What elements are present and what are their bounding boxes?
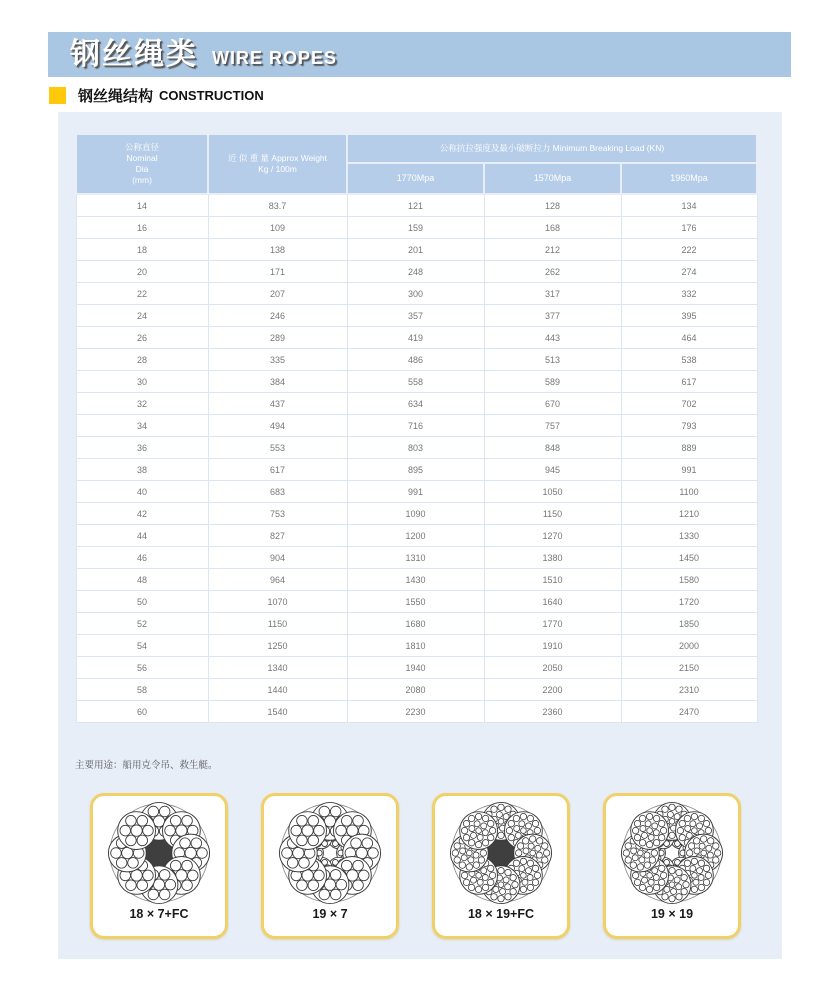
cell: 2360 <box>484 701 621 723</box>
header-approx-weight <box>208 134 347 194</box>
cell: 1430 <box>347 569 484 591</box>
table-row <box>76 261 757 283</box>
cell: 464 <box>621 327 757 349</box>
cell: 1580 <box>621 569 757 591</box>
cell: 1250 <box>208 635 347 657</box>
cell: 134 <box>621 194 757 217</box>
cell: 1810 <box>347 635 484 657</box>
construction-label: 19 × 19 <box>650 907 694 921</box>
cell: 44 <box>76 525 208 547</box>
cell: 36 <box>76 437 208 459</box>
cell: 589 <box>484 371 621 393</box>
cell: 300 <box>347 283 484 305</box>
cell: 1640 <box>484 591 621 613</box>
cell: 443 <box>484 327 621 349</box>
cell: 1330 <box>621 525 757 547</box>
section-title-zh: 钢丝绳结构 <box>78 88 154 105</box>
cell: 377 <box>484 305 621 327</box>
cell: 558 <box>347 371 484 393</box>
table-row <box>76 591 757 613</box>
header-text: (mm) <box>132 175 152 186</box>
cell: 18 <box>76 239 208 261</box>
cell: 332 <box>621 283 757 305</box>
cell: 945 <box>484 459 621 481</box>
cell: 793 <box>621 415 757 437</box>
table-row <box>76 371 757 393</box>
cell: 991 <box>347 481 484 503</box>
cell: 2470 <box>621 701 757 723</box>
cell: 848 <box>484 437 621 459</box>
cell: 2080 <box>347 679 484 701</box>
cell: 58 <box>76 679 208 701</box>
table-row <box>76 547 757 569</box>
cell: 317 <box>484 283 621 305</box>
construction-card <box>261 793 399 939</box>
cell: 683 <box>208 481 347 503</box>
cell: 964 <box>208 569 347 591</box>
page-title-zh: 钢丝绳类 <box>70 38 198 71</box>
cell: 395 <box>621 305 757 327</box>
cell: 1150 <box>484 503 621 525</box>
cell: 1100 <box>621 481 757 503</box>
cell: 16 <box>76 217 208 239</box>
cell: 138 <box>208 239 347 261</box>
cell: 2310 <box>621 679 757 701</box>
cell: 1450 <box>621 547 757 569</box>
cell: 274 <box>621 261 757 283</box>
cell: 32 <box>76 393 208 415</box>
cell: 670 <box>484 393 621 415</box>
cell: 1540 <box>208 701 347 723</box>
table-row <box>76 569 757 591</box>
cell: 803 <box>347 437 484 459</box>
cell: 171 <box>208 261 347 283</box>
cell: 56 <box>76 657 208 679</box>
cell: 1550 <box>347 591 484 613</box>
cell: 34 <box>76 415 208 437</box>
table-row <box>76 327 757 349</box>
table-row <box>76 525 757 547</box>
cell: 384 <box>208 371 347 393</box>
construction-label: 18 × 7+FC <box>129 907 189 921</box>
cell: 83.7 <box>208 194 347 217</box>
table-row <box>76 393 757 415</box>
table-row <box>76 283 757 305</box>
cell: 168 <box>484 217 621 239</box>
header-breaking-load: 公称抗拉强度及最小破断拉力 Minimum Breaking Load (KN) <box>347 134 757 163</box>
construction-label: 19 × 7 <box>312 907 348 921</box>
table-row <box>76 349 757 371</box>
page-title-en: WIRE ROPES <box>212 48 338 68</box>
header-nominal-dia <box>76 134 208 194</box>
cell: 1310 <box>347 547 484 569</box>
cell: 1070 <box>208 591 347 613</box>
cell: 1770 <box>484 613 621 635</box>
cell: 262 <box>484 261 621 283</box>
cell: 60 <box>76 701 208 723</box>
cell: 716 <box>347 415 484 437</box>
cell: 1340 <box>208 657 347 679</box>
cell: 246 <box>208 305 347 327</box>
cell: 28 <box>76 349 208 371</box>
cell: 20 <box>76 261 208 283</box>
header-grade-1770: 1770Mpa <box>347 163 484 194</box>
cell: 222 <box>621 239 757 261</box>
cell: 513 <box>484 349 621 371</box>
cell: 1210 <box>621 503 757 525</box>
cell: 1940 <box>347 657 484 679</box>
cell: 757 <box>484 415 621 437</box>
cell: 24 <box>76 305 208 327</box>
cell: 54 <box>76 635 208 657</box>
cell: 176 <box>621 217 757 239</box>
cell: 1050 <box>484 481 621 503</box>
cell: 634 <box>347 393 484 415</box>
cell: 904 <box>208 547 347 569</box>
spec-table <box>75 133 758 723</box>
header-text: 公称直径 <box>124 141 159 152</box>
construction-card <box>90 793 228 939</box>
cell: 42 <box>76 503 208 525</box>
cell: 419 <box>347 327 484 349</box>
cell: 1910 <box>484 635 621 657</box>
cell: 2230 <box>347 701 484 723</box>
cell: 1680 <box>347 613 484 635</box>
cell: 357 <box>347 305 484 327</box>
cell: 1850 <box>621 613 757 635</box>
table-row <box>76 679 757 701</box>
cell: 702 <box>621 393 757 415</box>
cell: 248 <box>347 261 484 283</box>
construction-cards <box>90 793 741 939</box>
cell: 1440 <box>208 679 347 701</box>
table-row <box>76 217 757 239</box>
cell: 1720 <box>621 591 757 613</box>
header-text: 近 似 重 量 Approx Weight <box>227 152 328 163</box>
cell: 212 <box>484 239 621 261</box>
cell: 22 <box>76 283 208 305</box>
cell: 437 <box>208 393 347 415</box>
cell: 128 <box>484 194 621 217</box>
cell: 26 <box>76 327 208 349</box>
table-row <box>76 481 757 503</box>
cell: 2050 <box>484 657 621 679</box>
cell: 1090 <box>347 503 484 525</box>
header-text: Nominal <box>126 152 158 163</box>
cell: 40 <box>76 481 208 503</box>
table-row <box>76 305 757 327</box>
cell: 494 <box>208 415 347 437</box>
cell: 2200 <box>484 679 621 701</box>
header-grade-1960: 1960Mpa <box>621 163 757 194</box>
cell: 159 <box>347 217 484 239</box>
table-row <box>76 194 757 217</box>
rope-cross-section-18x7fc-image <box>107 801 211 905</box>
table-row <box>76 459 757 481</box>
cell: 553 <box>208 437 347 459</box>
header-text: Dia <box>135 164 149 174</box>
section-title-en: CONSTRUCTION <box>159 88 264 103</box>
cell: 889 <box>621 437 757 459</box>
cell: 48 <box>76 569 208 591</box>
table-row <box>76 613 757 635</box>
cell: 335 <box>208 349 347 371</box>
cell: 538 <box>621 349 757 371</box>
yellow-square-icon <box>49 87 66 104</box>
cell: 52 <box>76 613 208 635</box>
header-text: Kg / 100m <box>258 164 297 174</box>
cell: 1510 <box>484 569 621 591</box>
section-heading <box>49 85 264 106</box>
cell: 109 <box>208 217 347 239</box>
cell: 1380 <box>484 547 621 569</box>
cell: 30 <box>76 371 208 393</box>
construction-label: 18 × 19+FC <box>467 907 534 921</box>
table-body <box>76 194 757 723</box>
header-grade-1570: 1570Mpa <box>484 163 621 194</box>
cell: 46 <box>76 547 208 569</box>
cell: 38 <box>76 459 208 481</box>
rope-cross-section-19x7-image <box>278 801 382 905</box>
usage-note: 主要用途：船用克令吊、救生艇。 <box>75 760 218 771</box>
rope-cross-section-19x19-image <box>620 801 724 905</box>
table-row <box>76 657 757 679</box>
cell: 1200 <box>347 525 484 547</box>
cell: 121 <box>347 194 484 217</box>
table-row <box>76 503 757 525</box>
cell: 1270 <box>484 525 621 547</box>
cell: 201 <box>347 239 484 261</box>
cell: 753 <box>208 503 347 525</box>
cell: 207 <box>208 283 347 305</box>
cell: 827 <box>208 525 347 547</box>
cell: 617 <box>208 459 347 481</box>
cell: 14 <box>76 194 208 217</box>
cell: 991 <box>621 459 757 481</box>
construction-card <box>432 793 570 939</box>
cell: 895 <box>347 459 484 481</box>
table-row <box>76 415 757 437</box>
cell: 1150 <box>208 613 347 635</box>
cell: 289 <box>208 327 347 349</box>
table-row <box>76 635 757 657</box>
content-panel <box>58 112 782 959</box>
cell: 50 <box>76 591 208 613</box>
table-row <box>76 239 757 261</box>
table-row <box>76 437 757 459</box>
table-row <box>76 701 757 723</box>
cell: 486 <box>347 349 484 371</box>
cell: 2150 <box>621 657 757 679</box>
construction-card <box>603 793 741 939</box>
rope-cross-section-18x19fc-image <box>449 801 553 905</box>
page-title-banner <box>48 32 791 77</box>
cell: 617 <box>621 371 757 393</box>
cell: 2000 <box>621 635 757 657</box>
